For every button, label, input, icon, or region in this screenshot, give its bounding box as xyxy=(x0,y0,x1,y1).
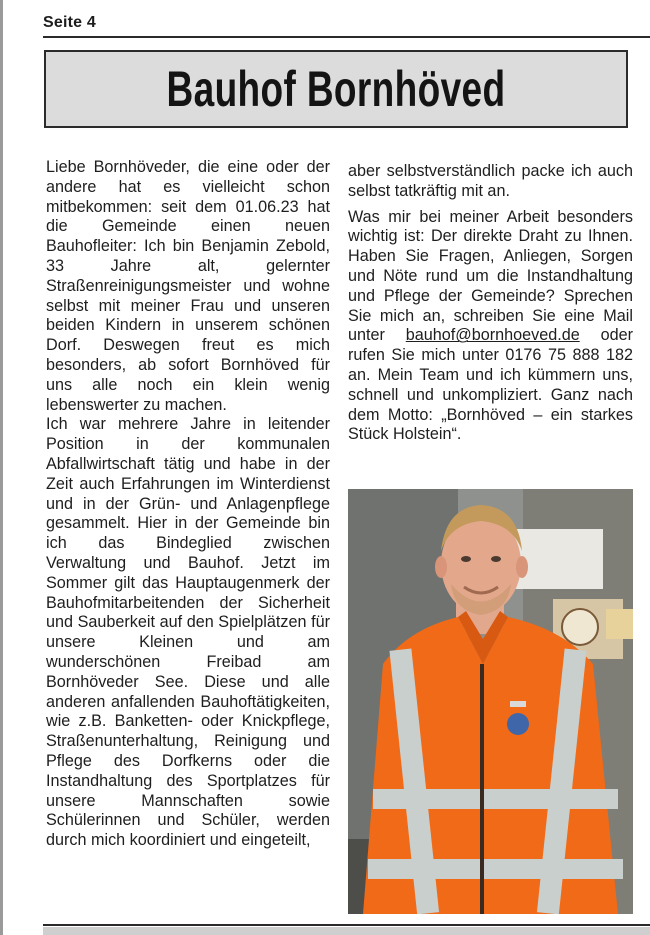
portrait-illustration xyxy=(348,489,633,914)
left-paragraph-1: Liebe Bornhöveder, die eine oder der andere hat es vielleicht schon mitbekommen: seit dem 01.06.23 hat die Gemeinde einen neuen Bauhofleiter: Ich bin Benjamin Zebold, 33 Jahre alt, gelernter Straßenreinigungsmeister und wohne selbst mit meiner Frau und unseren beiden Kindern in unserem schönen Dorf. Deswegen freut es mich besonders, ab sofort Bornhöved für uns alle noch ein klein wenig lebenswerter zu machen. xyxy=(46,158,330,414)
page-label: Seite 4 xyxy=(43,14,96,31)
portrait-photo xyxy=(348,489,633,914)
title-box xyxy=(44,50,628,128)
contact-text-after: oder rufen Sie mich unter 0176 75 888 182 an. Mein Team und ich kümmern uns, schnell und unkompliziert. Ganz nach dem Motto: „Bornhöved – ein starkes Stück Holstein“. xyxy=(348,326,633,444)
bottom-rule xyxy=(43,924,650,926)
left-column xyxy=(46,158,330,851)
contact-text-before: Was mir bei meiner Arbeit besonders wichtig ist: Der direkte Draht zu Ihnen. Haben Sie Fragen, Anliegen, Sorgen und Nöte rund um die Instandhaltung und Pflege der Gemeinde? Sprechen Sie mich an, schreiben Sie eine Mail unter xyxy=(348,207,633,345)
right-paragraph-1: aber selbstverständlich packe ich auch selbst tatkräftig mit an. xyxy=(348,162,633,200)
article-title: Bauhof Bornhöved xyxy=(166,61,506,117)
left-paragraph-2: Ich war mehrere Jahre in leitender Position in der kommunalen Abfallwirtschaft tätig und habe in der Zeit auch Erfahrungen im Winterdienst und in der Grün- und Anlagenpflege gesammelt. Hier in der Gemeinde bin ich das Bindeglied zwischen Verwaltung und Bauhof. Jetzt im Sommer gilt das Hauptaugenmerk der Bauhofmitarbeitenden der Sicherheit und Sauberkeit auf den Spielplätzen für unsere Kleinen und am wunderschönen Freibad am Bornhöveder See. Diese und alle anderen anfallenden Bauhoftätigkeiten, wie z.B. Banketten- oder Knickpflege, Straßenunterhaltung, Reinigung und Pflege des Dorfkerns oder die Instandhaltung des Sportplatzes für unsere Mannschaften sowie Schülerinnen und Schüler, werden durch mich koordiniert und eingeteilt, xyxy=(46,415,330,850)
page-edge-rule xyxy=(0,0,3,935)
email-link[interactable]: bauhof@bornhoeved.de xyxy=(405,326,580,345)
next-article-edge xyxy=(43,927,650,935)
right-paragraph-2 xyxy=(348,208,633,446)
right-column xyxy=(348,162,633,445)
header-rule xyxy=(43,36,650,38)
